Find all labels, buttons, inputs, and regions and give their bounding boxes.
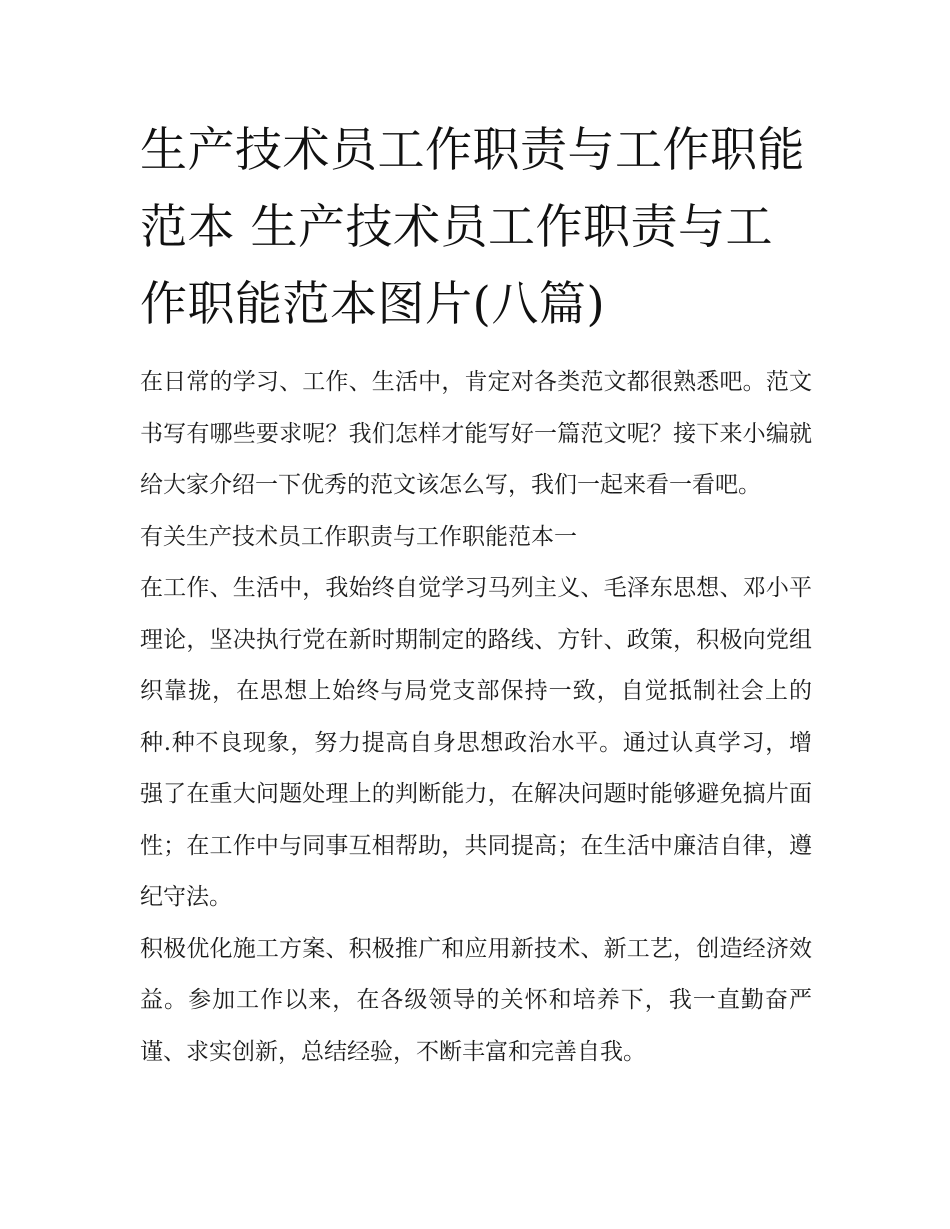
document-title: 生产技术员工作职责与工作职能范本 生产技术员工作职责与工作职能范本图片(八篇) [140, 123, 805, 332]
section-heading: 有关生产技术员工作职责与工作职能范本一 [140, 523, 577, 550]
document-page [140, 112, 812, 1078]
document-body [140, 357, 812, 1078]
body-paragraph-2: 积极优化施工方案、积极推广和应用新技术、新工艺，创造经济效益。参加工作以来，在各级领导的关怀和培养下，我一直勤奋严谨、求实创新，总结经验，不断丰富和完善自我。 [140, 935, 812, 1065]
intro-paragraph: 在日常的学习、工作、生活中，肯定对各类范文都很熟悉吧。范文书写有哪些要求呢？我们怎样才能写好一篇范文呢？接下来小编就给大家介绍一下优秀的范文该怎么写，我们一起来看一看吧。 [140, 369, 812, 498]
body-paragraph-1: 在工作、生活中，我始终自觉学习马列主义、毛泽东思想、邓小平理论，坚决执行党在新时期制定的路线、方针、政策，积极向党组织靠拢，在思想上始终与局党支部保持一致，自觉抵制社会上的种.种不良现象，努力提高自身思想政治水平。通过认真学习，增强了在重大问题处理上的判断能力，在解决问题时能够避免搞片面性；在工作中与同事互相帮助，共同提高；在生活中廉洁自律，遵纪守法。 [140, 575, 812, 910]
